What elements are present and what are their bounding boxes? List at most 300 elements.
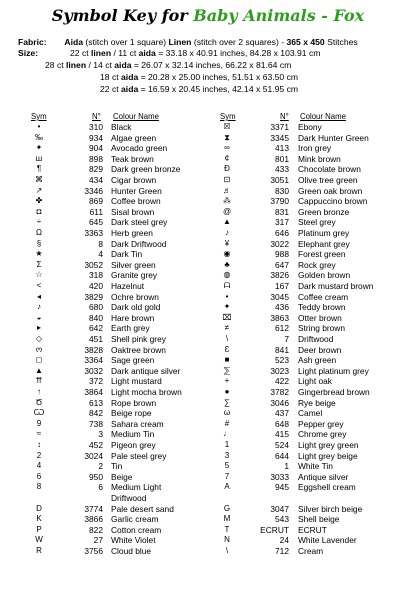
- key-row: [0, 419, 416, 429]
- stitch-symbol: •: [225, 291, 229, 301]
- floss-number: 24: [279, 535, 289, 546]
- key-row: [0, 355, 416, 365]
- stitch-symbol: ◇: [35, 334, 43, 343]
- floss-number: 950: [89, 471, 103, 482]
- stitch-symbol: ♣: [224, 259, 230, 269]
- key-row: [0, 186, 416, 196]
- stitch-symbol: +: [224, 376, 230, 386]
- colour-name: Earth grey: [111, 323, 150, 334]
- key-row: [0, 313, 416, 323]
- colour-name: Beige rope: [111, 408, 152, 419]
- stitch-symbol: ᗩ: [223, 281, 231, 290]
- floss-number: 310: [89, 122, 103, 132]
- stitch-symbol: ≠: [224, 323, 230, 333]
- key-row: [0, 122, 416, 132]
- colour-name: Rope brown: [111, 397, 157, 408]
- stitch-symbol: ∑: [224, 397, 230, 407]
- left-header-num: N°: [92, 112, 101, 121]
- colour-name: Hare brown: [111, 312, 155, 323]
- colour-name: Dark steel grey: [111, 217, 168, 228]
- stitch-symbol: T: [224, 524, 230, 534]
- stitch-symbol: #: [224, 418, 230, 428]
- floss-number: 945: [275, 482, 289, 493]
- right-header-sym: Sym: [220, 112, 236, 121]
- key-row: [0, 376, 416, 386]
- floss-number: 801: [275, 153, 289, 164]
- stitch-symbol: ⌧: [222, 312, 232, 322]
- key-row: [0, 398, 416, 408]
- colour-name: Sage green: [111, 355, 155, 366]
- floss-number: 6: [98, 482, 103, 493]
- size-bold: linen: [66, 60, 87, 70]
- floss-number: 904: [89, 143, 103, 154]
- floss-number: 738: [89, 418, 103, 429]
- colour-name: Green bronze: [298, 206, 350, 217]
- fabric-linen: Linen: [168, 37, 192, 47]
- colour-name: Golden brown: [298, 270, 351, 281]
- stitch-symbol: 1: [224, 440, 230, 449]
- stitch-symbol: ⊡: [223, 175, 231, 184]
- stitch-symbol: ↑: [37, 387, 41, 396]
- floss-number: 3829: [84, 291, 103, 302]
- colour-name: White Lavender: [298, 535, 357, 546]
- page-title: [0, 6, 416, 25]
- floss-number: 3046: [270, 397, 289, 408]
- floss-number: 413: [275, 143, 289, 154]
- colour-name: Mink brown: [298, 153, 341, 164]
- key-row: [0, 440, 416, 450]
- left-header-sym: Sym: [31, 112, 47, 121]
- floss-number: 7: [284, 334, 289, 344]
- floss-number: 869: [89, 196, 103, 207]
- stitch-symbol: ⌘: [35, 175, 43, 184]
- floss-number: 612: [275, 323, 289, 334]
- floss-number: 452: [89, 440, 103, 450]
- colour-name: Gingerbread brown: [298, 387, 370, 397]
- colour-name: Garlic cream: [111, 514, 159, 525]
- floss-number: 3756: [84, 546, 103, 556]
- stitch-symbol: 7: [224, 471, 230, 481]
- floss-number: 3024: [84, 450, 103, 461]
- floss-number: 433: [275, 164, 289, 175]
- colour-name: Light platinum grey: [298, 365, 369, 376]
- floss-number: 451: [89, 334, 103, 344]
- colour-name: Platinum grey: [298, 228, 350, 238]
- stitch-symbol: ↕: [37, 440, 41, 449]
- floss-number: 543: [275, 514, 289, 525]
- size-label: Size:: [18, 48, 39, 58]
- key-row: [0, 133, 416, 143]
- stitch-symbol: N: [224, 535, 230, 545]
- floss-number: 988: [275, 249, 289, 260]
- colour-name: Sisal brown: [111, 206, 155, 217]
- key-row: [0, 535, 416, 545]
- stitch-symbol: 3: [224, 450, 230, 460]
- stitch-symbol: ▲: [223, 217, 231, 227]
- floss-number: 3033: [270, 471, 289, 482]
- colour-name: Rock grey: [298, 259, 336, 270]
- key-row: [0, 323, 416, 333]
- key-row: [0, 451, 416, 461]
- colour-name: Hunter Green: [111, 185, 162, 196]
- floss-number: 3782: [270, 387, 289, 397]
- stitch-symbol: ■: [224, 355, 230, 365]
- size-bold: linen: [91, 48, 112, 58]
- floss-number: 436: [275, 302, 289, 313]
- floss-number: 822: [89, 524, 103, 535]
- colour-name: Hazelnut: [111, 281, 145, 291]
- colour-name: Shell beige: [298, 514, 340, 525]
- stitch-symbol: <: [36, 281, 42, 290]
- floss-number: 524: [275, 440, 289, 450]
- colour-name: Tin: [111, 461, 123, 472]
- stitch-symbol: ◒: [36, 312, 42, 322]
- floss-number: 3: [98, 429, 103, 440]
- stitch-symbol: K: [36, 514, 42, 524]
- right-header-num: N°: [280, 112, 289, 121]
- stitch-symbol: ◘: [36, 206, 42, 216]
- floss-number: 611: [89, 206, 103, 217]
- colour-name: Eggshell cream: [298, 482, 356, 493]
- colour-name: Teddy brown: [298, 302, 346, 313]
- stitch-symbol: 2: [36, 450, 42, 460]
- key-row: [0, 525, 416, 535]
- fabric-stitches: 365 x 450: [286, 37, 325, 47]
- floss-number: 3866: [84, 514, 103, 525]
- stitch-symbol: ✦: [223, 302, 231, 312]
- key-row: [0, 207, 416, 217]
- floss-number: 841: [275, 344, 289, 355]
- colour-name: Black: [111, 122, 132, 132]
- colour-name: Chrome grey: [298, 429, 347, 440]
- floss-number: 934: [89, 132, 103, 143]
- floss-number: 3052: [84, 259, 103, 270]
- floss-number: 831: [275, 206, 289, 217]
- floss-number: 647: [275, 259, 289, 270]
- colour-name: Olive tree green: [298, 175, 358, 185]
- colour-name: Shell pink grey: [111, 334, 166, 344]
- key-row: [0, 472, 416, 482]
- colour-name: Antique silver: [298, 471, 349, 482]
- stitch-symbol: ▸: [36, 323, 41, 333]
- floss-number: 712: [275, 546, 289, 556]
- stitch-symbol: ♪: [225, 228, 229, 237]
- size-text: / 14 ct: [86, 60, 115, 70]
- key-row: [0, 408, 416, 418]
- colour-name: Silver green: [111, 259, 156, 270]
- stitch-symbol: ¥: [224, 238, 230, 248]
- key-row: [0, 217, 416, 227]
- stitch-symbol: ◍: [223, 270, 231, 280]
- floss-number: 3051: [270, 175, 289, 185]
- colour-name: Cigar brown: [111, 175, 157, 185]
- colour-name: Driftwood: [111, 493, 147, 503]
- floss-number: 840: [89, 312, 103, 323]
- stitch-symbol: ¶: [36, 164, 42, 174]
- floss-number: ECRUT: [260, 524, 289, 535]
- colour-name: Camel: [298, 408, 323, 419]
- key-row: [0, 514, 416, 524]
- key-row: [0, 281, 416, 291]
- floss-number: 3045: [270, 291, 289, 302]
- stitch-symbol: Ω: [36, 228, 42, 237]
- size-line-2: [45, 60, 291, 70]
- stitch-symbol: ¢: [224, 153, 230, 163]
- key-row: [0, 270, 416, 280]
- floss-number: 3371: [270, 122, 289, 132]
- stitch-symbol: Ɛ: [224, 344, 230, 354]
- size-text: 18 ct: [100, 72, 122, 82]
- key-row: [0, 504, 416, 514]
- floss-number: 3023: [270, 365, 289, 376]
- colour-name: Medium Tin: [111, 429, 155, 440]
- colour-name: Rye beige: [298, 397, 336, 408]
- floss-number: 3363: [84, 228, 103, 238]
- stitch-symbol: ●: [224, 387, 230, 396]
- stitch-symbol: Ѡ: [33, 408, 45, 418]
- key-row: [0, 175, 416, 185]
- fabric-aida-note: (stitch over 1 square): [85, 37, 167, 47]
- key-row: [0, 154, 416, 164]
- floss-number: 645: [89, 217, 103, 228]
- stitch-symbol: ◉: [223, 249, 231, 259]
- stitch-symbol: Σ: [36, 259, 42, 269]
- key-row: [0, 387, 416, 397]
- stitch-symbol: ⅀: [223, 365, 231, 375]
- colour-name: Dark Tin: [111, 249, 143, 260]
- colour-name: Iron grey: [298, 143, 332, 154]
- key-row: [0, 345, 416, 355]
- floss-number: 830: [275, 185, 289, 196]
- floss-number: 642: [89, 323, 103, 334]
- size-line-4: [100, 84, 298, 94]
- colour-name: Medium Light: [111, 482, 162, 493]
- stitch-symbol: R: [36, 546, 42, 555]
- stitch-symbol: ‰: [35, 132, 43, 142]
- colour-name: Cream: [298, 546, 324, 556]
- key-row: [0, 249, 416, 259]
- fabric-stitches-word: Stitches: [327, 37, 358, 47]
- floss-number: 415: [275, 429, 289, 440]
- floss-number: 898: [89, 153, 103, 164]
- floss-number: 680: [89, 302, 103, 313]
- floss-number: 842: [89, 408, 103, 419]
- fabric-aida: Aida: [64, 37, 84, 47]
- title-highlight: Baby Animals - Fox: [193, 6, 365, 25]
- stitch-symbol: Ծ: [35, 397, 43, 407]
- key-row: [0, 164, 416, 174]
- stitch-symbol: 4: [36, 461, 42, 471]
- fabric-label: Fabric:: [18, 37, 47, 47]
- floss-number: 523: [275, 355, 289, 366]
- floss-number: 422: [275, 376, 289, 387]
- stitch-symbol: 6: [36, 471, 42, 481]
- key-row: [0, 228, 416, 238]
- size-bold: aida: [114, 60, 132, 70]
- colour-name: Light mocha brown: [111, 387, 182, 397]
- stitch-symbol: ◻: [35, 355, 43, 365]
- key-row: [0, 429, 416, 439]
- size-bold: aida: [121, 84, 139, 94]
- stitch-symbol: ☆: [35, 270, 43, 280]
- floss-number: 420: [89, 281, 103, 291]
- floss-number: 4: [98, 249, 103, 260]
- stitch-symbol: M: [223, 514, 231, 524]
- size-text: / 11 ct: [111, 48, 139, 58]
- floss-number: 3774: [84, 503, 103, 514]
- stitch-symbol: 8: [36, 482, 42, 492]
- stitch-symbol: 9: [36, 418, 42, 428]
- floss-number: 644: [275, 450, 289, 461]
- stitch-symbol: ⧗: [224, 132, 230, 142]
- right-header-name: Colour Name: [300, 112, 346, 121]
- colour-name: Oaktree brown: [111, 344, 166, 355]
- stitch-symbol: ☒: [223, 122, 231, 131]
- key-row: [0, 302, 416, 312]
- floss-number: 1: [284, 461, 289, 472]
- stitch-symbol: Ð: [224, 164, 230, 174]
- colour-name: Cappuccino brown: [298, 196, 368, 207]
- stitch-symbol: §: [36, 238, 42, 248]
- colour-name: Pepper grey: [298, 418, 344, 429]
- title-prefix: Symbol Key for: [51, 6, 188, 25]
- colour-name: Cotton cream: [111, 524, 162, 535]
- floss-number: 372: [89, 376, 103, 387]
- size-text: = 16.59 x 20.45 inches, 42.14 x 51.95 cm: [138, 84, 299, 94]
- stitch-symbol: ↗: [35, 185, 43, 195]
- floss-number: 317: [275, 217, 289, 228]
- floss-number: 829: [89, 164, 103, 175]
- stitch-symbol: •: [37, 122, 41, 131]
- colour-name: Coffee cream: [298, 291, 349, 302]
- floss-number: 437: [275, 408, 289, 419]
- stitch-symbol: @: [222, 206, 232, 216]
- colour-name: Dark mustard brown: [298, 281, 374, 291]
- floss-number: 3346: [84, 185, 103, 196]
- stitch-symbol: ÷: [36, 217, 42, 227]
- colour-name: Dark antique silver: [111, 365, 181, 376]
- floss-number: 3864: [84, 387, 103, 397]
- floss-number: 3047: [270, 503, 289, 514]
- colour-name: Steel grey: [298, 217, 336, 228]
- stitch-symbol: ω: [223, 408, 231, 418]
- stitch-symbol: ⁂: [223, 196, 231, 206]
- floss-number: 434: [89, 175, 103, 185]
- floss-number: 3826: [270, 270, 289, 281]
- floss-number: 3364: [84, 355, 103, 366]
- stitch-symbol: ◂: [36, 291, 41, 301]
- colour-name: Deer brown: [298, 344, 342, 355]
- colour-name: Dark Hunter Green: [298, 132, 369, 143]
- stitch-symbol: G: [223, 503, 231, 513]
- stitch-symbol: D: [36, 503, 42, 513]
- stitch-symbol: ≈: [36, 429, 42, 439]
- floss-number: 27: [93, 535, 103, 546]
- colour-name: Dark Driftwood: [111, 238, 167, 249]
- floss-number: 3022: [270, 238, 289, 249]
- colour-name: String brown: [298, 323, 346, 334]
- colour-name: Avocado green: [111, 143, 168, 154]
- stitch-symbol: ♩: [223, 429, 231, 439]
- key-row: [0, 461, 416, 471]
- colour-name: White Violet: [111, 535, 156, 546]
- colour-name: ECRUT: [298, 524, 327, 535]
- floss-number: 318: [89, 270, 103, 281]
- stitch-symbol: ▲: [35, 365, 43, 375]
- stitch-symbol: W: [35, 535, 43, 545]
- colour-name: Otter brown: [298, 312, 342, 323]
- floss-number: 613: [89, 397, 103, 408]
- stitch-symbol: \: [225, 334, 229, 343]
- colour-name: Light grey green: [298, 440, 359, 450]
- stitch-symbol: ★: [35, 249, 43, 259]
- fabric-linen-note: (stitch over 2 squares) -: [193, 37, 285, 47]
- size-text: 22 ct: [100, 84, 122, 94]
- stitch-symbol: ო: [35, 344, 43, 354]
- stitch-symbol: ⇈: [35, 376, 43, 386]
- key-row: [0, 196, 416, 206]
- colour-name: Teak brown: [111, 153, 154, 164]
- colour-name: Granite grey: [111, 270, 158, 281]
- stitch-symbol: ✦: [35, 143, 43, 153]
- colour-name: Chocolate brown: [298, 164, 361, 175]
- floss-number: 648: [275, 418, 289, 429]
- floss-number: 3032: [84, 365, 103, 376]
- floss-number: 3790: [270, 196, 289, 207]
- colour-name: Silver birch beige: [298, 503, 363, 514]
- floss-number: 3828: [84, 344, 103, 355]
- size-line-1: [18, 48, 320, 58]
- size-bold: aida: [138, 48, 156, 58]
- stitch-symbol: ♪: [37, 302, 41, 312]
- key-row: [0, 260, 416, 270]
- colour-name: Dark green bronze: [111, 164, 181, 175]
- floss-number: 8: [98, 238, 103, 249]
- key-row: [0, 239, 416, 249]
- colour-name: Coffee brown: [111, 196, 161, 207]
- key-row: [0, 493, 416, 503]
- colour-name: Elephant grey: [298, 238, 350, 249]
- colour-name: Light oak: [298, 376, 332, 387]
- stitch-symbol: P: [36, 524, 42, 534]
- key-row: [0, 334, 416, 344]
- size-bold: aida: [121, 72, 139, 82]
- key-row: [0, 366, 416, 376]
- size-text: = 26.07 x 32.14 inches, 66.22 x 81.64 cm: [131, 60, 292, 70]
- fabric-line: [18, 37, 358, 47]
- floss-number: 646: [275, 228, 289, 238]
- stitch-symbol: ш: [35, 153, 43, 163]
- colour-name: Pale desert sand: [111, 503, 174, 514]
- colour-name: Ash green: [298, 355, 337, 366]
- colour-name: Sahara cream: [111, 418, 164, 429]
- stitch-symbol: A: [224, 482, 230, 492]
- colour-name: Forest green: [298, 249, 346, 260]
- stitch-symbol: \: [225, 546, 229, 555]
- key-row: [0, 292, 416, 302]
- colour-name: Driftwood: [298, 334, 334, 344]
- colour-name: Ebony: [298, 122, 322, 132]
- floss-number: 167: [275, 281, 289, 291]
- colour-name: Pigeon grey: [111, 440, 156, 450]
- colour-name: Cloud blue: [111, 546, 152, 556]
- key-row: [0, 143, 416, 153]
- colour-name: Herb green: [111, 228, 153, 238]
- stitch-symbol: ∞: [224, 143, 230, 153]
- size-text: = 33.18 x 40.91 inches, 84.28 x 103.91 cm: [155, 48, 321, 58]
- colour-name: Beige: [111, 471, 133, 482]
- floss-number: 2: [98, 461, 103, 472]
